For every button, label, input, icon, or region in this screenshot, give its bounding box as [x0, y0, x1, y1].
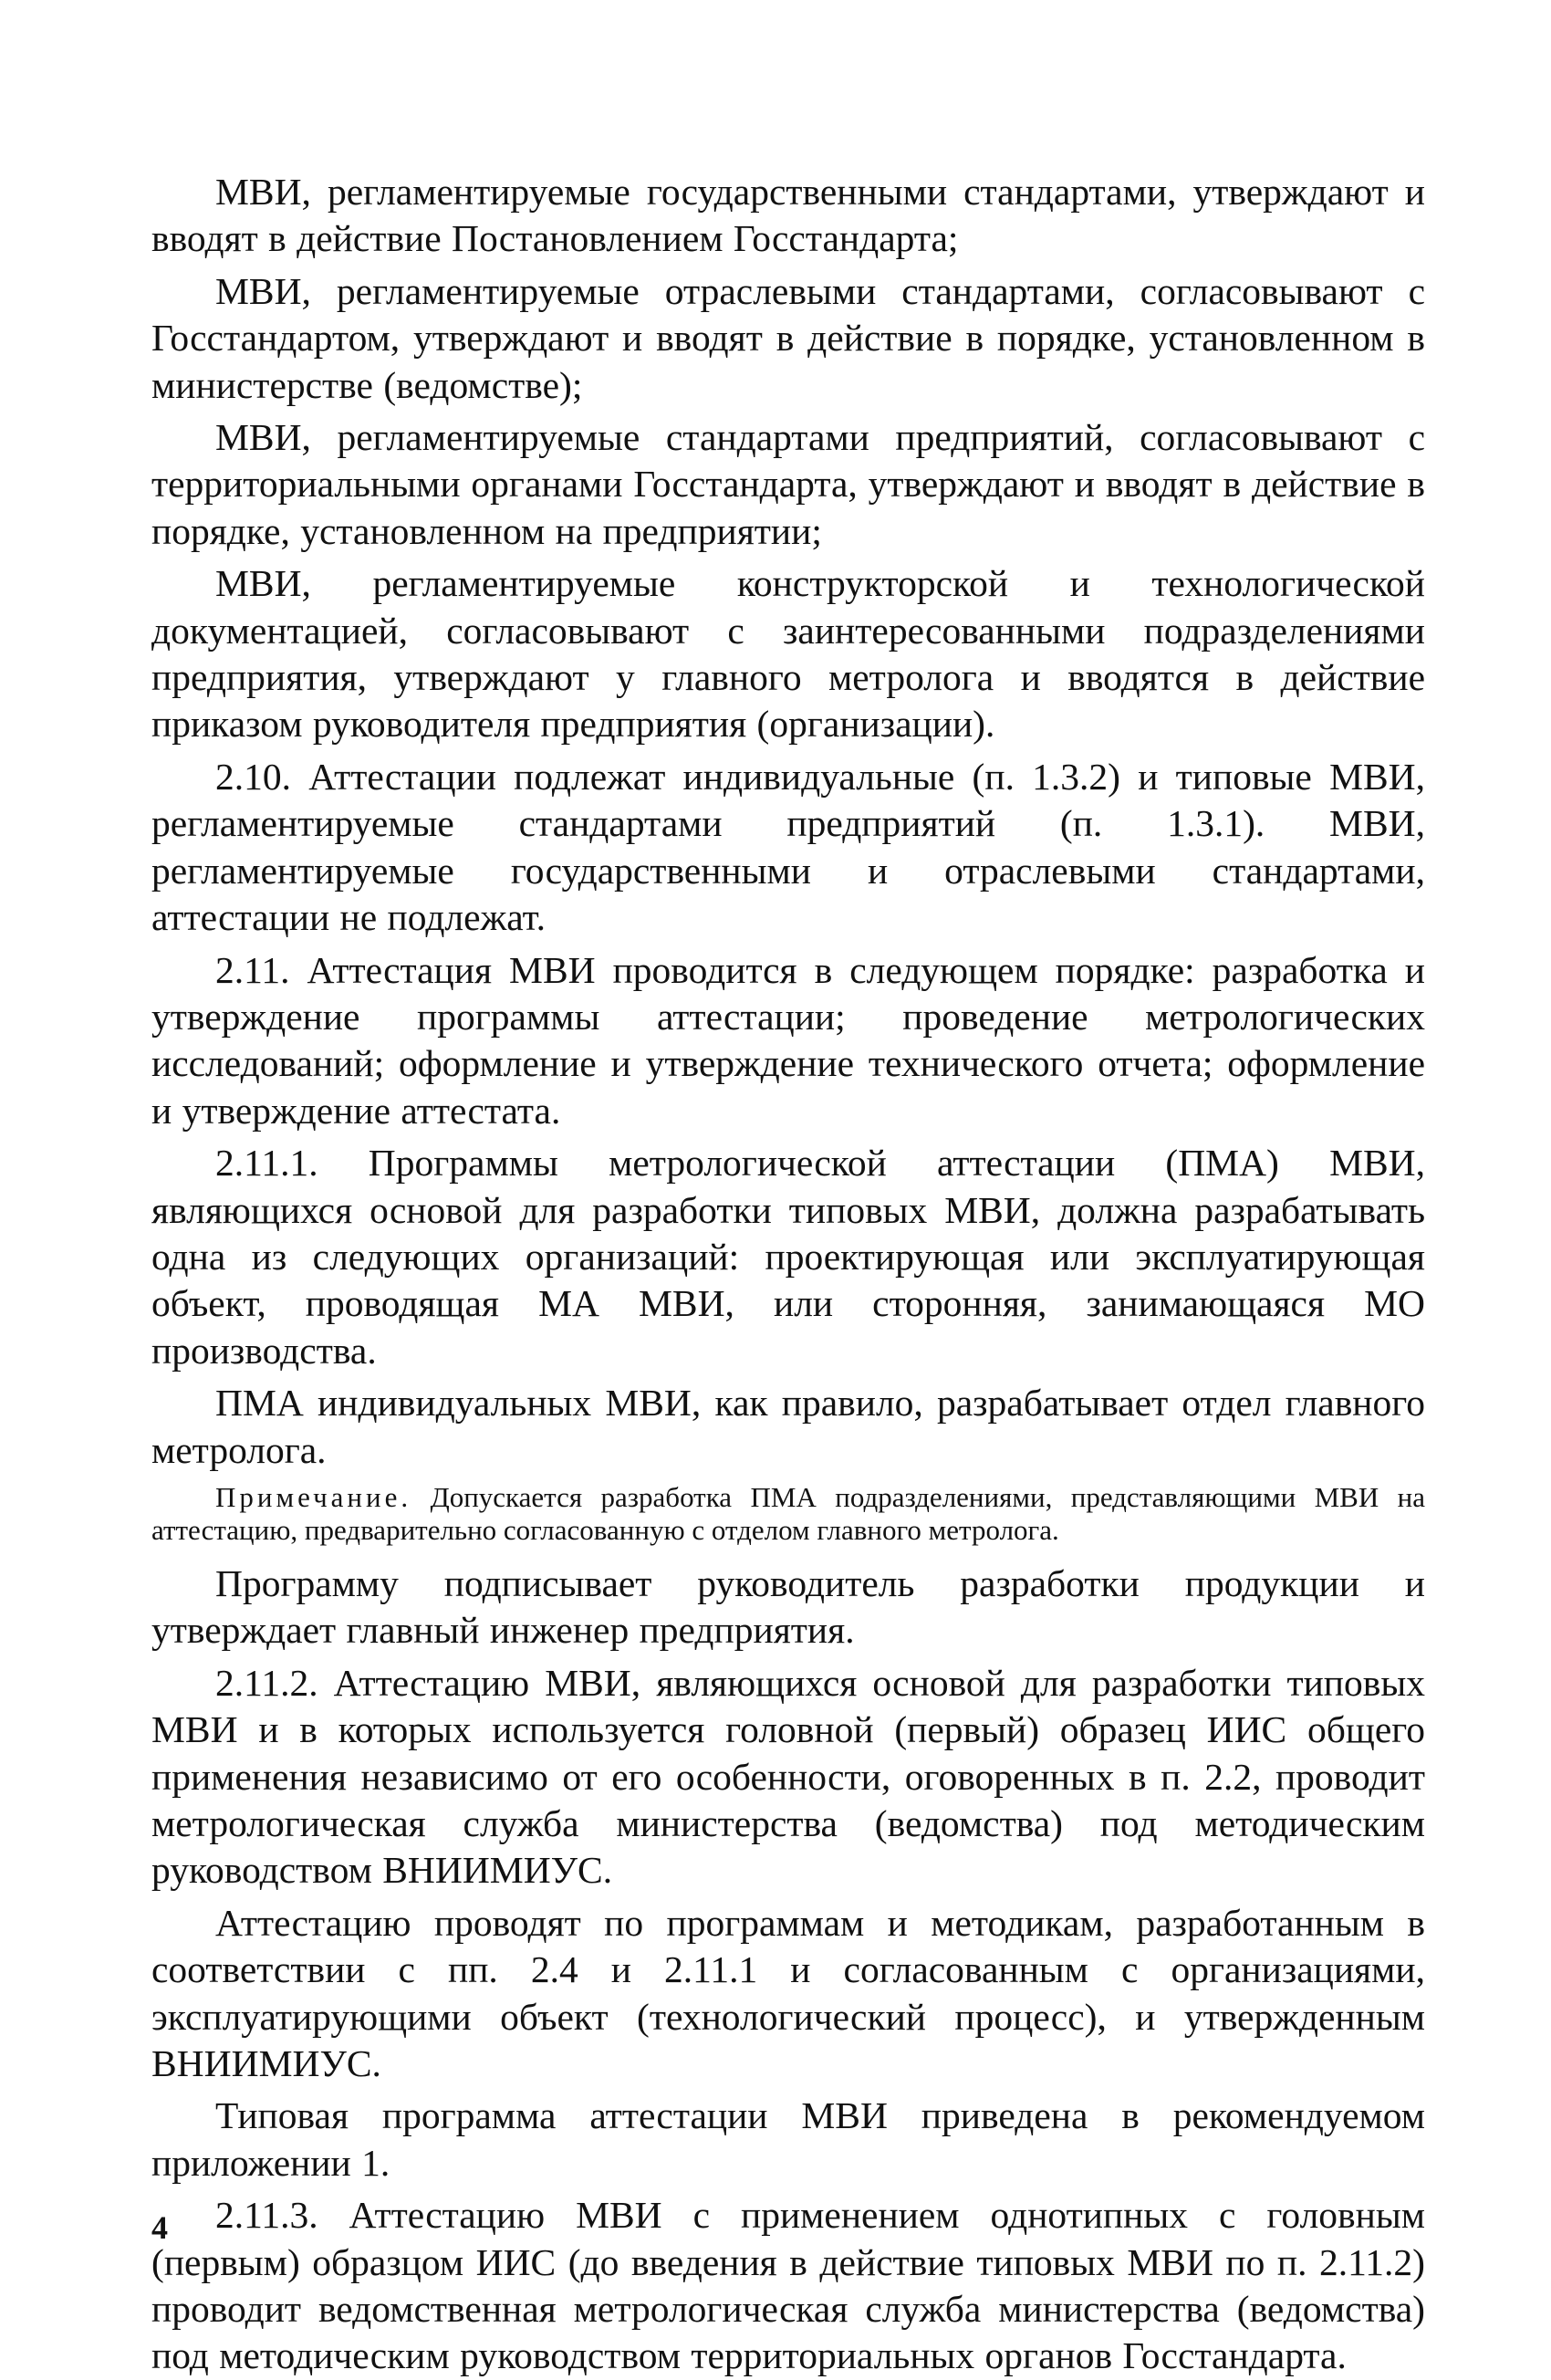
page-number: 4: [151, 2209, 168, 2246]
paragraph-program-signing: Программу подписывает руководитель разработки продукции и утверждает главный инженер предприятия.: [151, 1561, 1425, 1652]
paragraph-2-11-3: 2.11.3. Аттестацию МВИ с применением однотипных с головным (первым) образцом ИИС (до введения в действие типовых МВИ по п. 2.11.2) проводит ведомственная метрологическая служба министерства (ведомства) под методическим руководством территориальных органов Госстандарта.: [151, 2194, 1425, 2377]
note-label: Примечание.: [215, 1480, 412, 1513]
paragraph-typical-program: Типовая программа аттестации МВИ приведена в рекомендуемом приложении 1.: [151, 2094, 1425, 2184]
paragraph-pma-individual: ПМА индивидуальных МВИ, как правило, разрабатывает отдел главного метролога.: [151, 1382, 1425, 1471]
note: [151, 1481, 1425, 1548]
paragraph-kd-mvi: МВИ, регламентируемые конструкторской и технологической документацией, согласовывают с заинтересованными подразделениями предприятия, утверждают у главного метролога и вводятся в действие приказом руководителя предприятия (организации).: [151, 562, 1425, 746]
paragraph-ost-mvi: МВИ, регламентируемые отраслевыми стандартами, согласовывают с Госстандартом, утверждают и вводят в действие в порядке, установленном в министерстве (ведомстве);: [151, 269, 1425, 406]
paragraph-2-11: 2.11. Аттестация МВИ проводится в следующем порядке: разработка и утверждение программы аттестации; проведение метрологических исследований; оформление и утверждение технического отчета; оформление и утверждение аттестата.: [151, 948, 1425, 1132]
paragraph-2-11-2: 2.11.2. Аттестацию МВИ, являющихся основой для разработки типовых МВИ и в которых используется головной (первый) образец ИИС общего применения независимо от его особенности, оговоренных в п. 2.2, проводит метрологическая служба министерства (ведомства) под методическим руководством ВНИИМИУС.: [151, 1661, 1425, 1892]
paragraph-attestation-programs: Аттестацию проводят по программам и методикам, разработанным в соответствии с пп. 2.4 и 2.11.1 и согласованным с организациями, эксплуатирующими объект (технологический процесс), и утвержденным ВНИИМИУС.: [151, 1901, 1425, 2085]
paragraph-stp-mvi: МВИ, регламентируемые стандартами предприятий, согласовывают с территориальными органами Госстандарта, утверждают и вводят в действие в порядке, установленном на предприятии;: [151, 416, 1425, 552]
paragraph-gost-mvi: МВИ, регламентируемые государственными стандартами, утверждают и вводят в действие Постановлением Госстандарта;: [151, 171, 1425, 260]
paragraph-2-11-1: 2.11.1. Программы метрологической аттестации (ПМА) МВИ, являющихся основой для разработки типовых МВИ, должна разрабатывать одна из следующих организаций: проектирующая или эксплуатирующая объект, проводящая МА МВИ, или сторонняя, занимающаяся МО производства.: [151, 1142, 1425, 1372]
paragraph-2-10: 2.10. Аттестации подлежат индивидуальные (п. 1.3.2) и типовые МВИ, регламентируемые стандартами предприятий (п. 1.3.1). МВИ, регламентируемые государственными и отраслевыми стандартами, аттестации не подлежат.: [151, 755, 1425, 939]
page-body: [151, 169, 1425, 2380]
note-text: Допускается разработка ПМА подразделениями, представляющими МВИ на аттестацию, предварительно согласованную с отделом главного метролога.: [151, 1480, 1426, 1547]
